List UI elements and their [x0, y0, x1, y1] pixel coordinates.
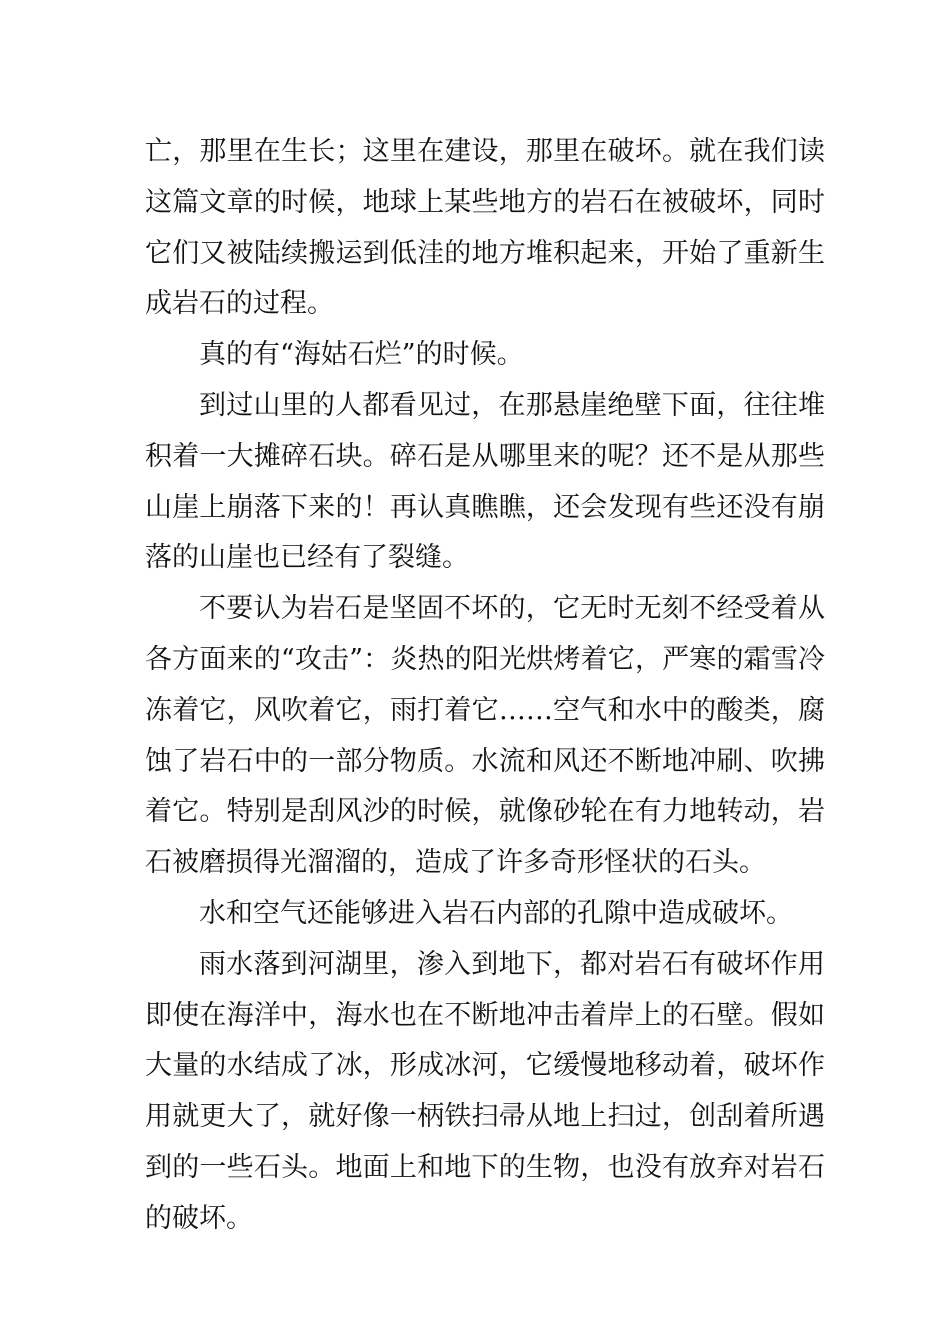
paragraph-1: 亡，那里在生长；这里在建设，那里在破坏。就在我们读这篇文章的时候，地球上某些地方的岩石在被破坏，同时它们又被陆续搬运到低洼的地方堆积起来，开始了重新生成岩石的过程。 — [145, 136, 825, 320]
paragraph-5: 水和空气还能够进入岩石内部的孔隙中造成破坏。 — [199, 897, 793, 929]
document-body — [145, 127, 825, 1245]
paragraph-2: 真的有“海姑石烂”的时候。 — [199, 339, 524, 371]
paragraph-6: 雨水落到河湖里，渗入到地下，都对岩石有破坏作用即使在海洋中，海水也在不断地冲击着岸上的石壁。假如大量的水结成了冰，形成冰河，它缓慢地移动着，破坏作用就更大了，就好像一柄铁扫帚从地上扫过，创刮着所遇到的一些石头。地面上和地下的生物，也没有放弃对岩石的破坏。 — [145, 948, 825, 1234]
paragraph-3: 到过山里的人都看见过，在那悬崖绝壁下面，往往堆积着一大摊碎石块。碎石是从哪里来的呢？还不是从那些山崖上崩落下来的！再认真瞧瞧，还会发现有些还没有崩落的山崖也已经有了裂缝。 — [145, 389, 825, 574]
paragraph-4: 不要认为岩石是坚固不坏的，它无时无刻不经受着从各方面来的“攻击”：炎热的阳光烘烤着它，严寒的霜雪冷冻着它，风吹着它，雨打着它……空气和水中的酸类，腐蚀了岩石中的一部分物质。水流和风还不断地冲刷、吹拂着它。特别是刮风沙的时候，就像砂轮在有力地转动，岩石被磨损得光溜溜的，造成了许多奇形怪状的石头。 — [145, 593, 825, 879]
